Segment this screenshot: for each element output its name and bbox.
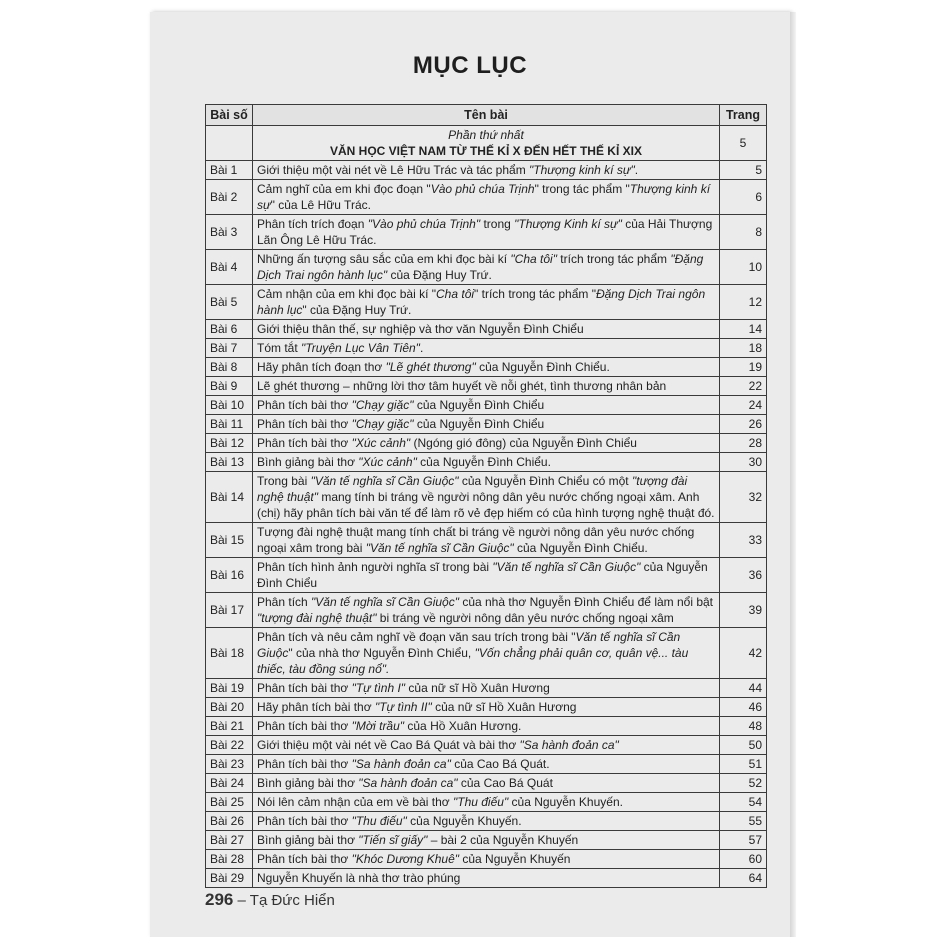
lesson-title-text: của Đặng Huy Trứ. (387, 268, 492, 282)
work-title-text: "Thu điếu" (351, 814, 407, 828)
table-row (206, 793, 767, 812)
lesson-title (253, 472, 720, 523)
work-title-text: "Xúc cảnh" (358, 455, 417, 469)
lesson-number: Bài 2 (206, 180, 253, 215)
lesson-page: 64 (720, 869, 767, 888)
lesson-title-text: Tượng đài nghệ thuật mang tính chất bi tráng về người nông dân yêu nước chống ngoại xâm trong bài (257, 525, 695, 555)
lesson-title-text: Phân tích bài thơ (257, 417, 352, 431)
lesson-title-text: Phân tích (257, 595, 312, 609)
lesson-page: 14 (720, 320, 767, 339)
lesson-page: 46 (720, 698, 767, 717)
lesson-number: Bài 11 (206, 415, 253, 434)
work-title-text: "Tiến sĩ giấy" (358, 833, 428, 847)
lesson-title-text: Phân tích bài thơ (257, 681, 352, 695)
lesson-number: Bài 5 (206, 285, 253, 320)
footer-separator: – (233, 892, 250, 909)
lesson-title (253, 434, 720, 453)
lesson-title (253, 523, 720, 558)
lesson-title-text: Hãy phân tích bài thơ (257, 700, 375, 714)
lesson-title-text: Nói lên cảm nhận của em về bài thơ (257, 795, 453, 809)
lesson-page: 28 (720, 434, 767, 453)
lesson-number: Bài 12 (206, 434, 253, 453)
table-row (206, 831, 767, 850)
lesson-page: 44 (720, 679, 767, 698)
work-title-text: "Tự tình II" (374, 700, 432, 714)
lesson-page: 33 (720, 523, 767, 558)
lesson-title-text: Giới thiệu thân thế, sự nghiệp và thơ văn Nguyễn Đình Chiểu (257, 322, 584, 336)
lesson-title (253, 812, 720, 831)
page-edge (790, 12, 796, 937)
lesson-title-text: Bình giảng bài thơ (257, 776, 359, 790)
table-row (206, 396, 767, 415)
work-title-text: Cha tôi (436, 287, 475, 301)
lesson-title-text: Cảm nhận của em khi đọc bài kí " (257, 287, 437, 301)
work-title-text: "Thượng Kinh kí sự" (514, 217, 622, 231)
work-title-text: "Chạy giặc" (351, 398, 414, 412)
lesson-page: 39 (720, 593, 767, 628)
table-row (206, 593, 767, 628)
table-row (206, 698, 767, 717)
footer-author: Tạ Đức Hiển (249, 892, 335, 909)
table-row (206, 755, 767, 774)
table-row (206, 472, 767, 523)
lesson-title-text: Bình giảng bài thơ (257, 455, 359, 469)
lesson-title-text: Những ấn tượng sâu sắc của em khi đọc bài kí (257, 252, 511, 266)
lesson-title-text: của Nguyễn Đình Chiểu. (475, 360, 610, 374)
lesson-title-text: Giới thiệu một vài nét về Cao Bá Quát và bài thơ (257, 738, 520, 752)
lesson-number: Bài 8 (206, 358, 253, 377)
lesson-title (253, 593, 720, 628)
lesson-page: 10 (720, 250, 767, 285)
lesson-page: 26 (720, 415, 767, 434)
lesson-title-text: . (419, 341, 424, 355)
lesson-page: 22 (720, 377, 767, 396)
lesson-number: Bài 17 (206, 593, 253, 628)
lesson-title-text: Phân tích hình ảnh người nghĩa sĩ trong bài (257, 560, 493, 574)
lesson-number: Bài 22 (206, 736, 253, 755)
lesson-title-text: " của Đặng Huy Trứ. (302, 303, 412, 317)
lesson-title-text: của Nguyễn Đình Chiểu (413, 398, 545, 412)
lesson-number: Bài 23 (206, 755, 253, 774)
lesson-title (253, 215, 720, 250)
lesson-page: 24 (720, 396, 767, 415)
lesson-title-text: Phân tích trích đoạn (257, 217, 368, 231)
lesson-number: Bài 7 (206, 339, 253, 358)
lesson-title-text: của Nguyễn Đình Chiểu (413, 417, 545, 431)
lesson-number: Bài 1 (206, 161, 253, 180)
table-of-contents (205, 104, 767, 888)
lesson-page: 57 (720, 831, 767, 850)
header-lesson-number: Bài số (206, 105, 253, 126)
lesson-title (253, 453, 720, 472)
lesson-title (253, 320, 720, 339)
lesson-page: 54 (720, 793, 767, 812)
lesson-title-text: của Nguyễn Khuyến (459, 852, 571, 866)
lesson-title-text: của Nguyễn Khuyến. (508, 795, 623, 809)
part-heading (253, 126, 720, 161)
page-title: MỤC LỤC (412, 52, 528, 79)
lesson-title-text: Phân tích bài thơ (257, 398, 352, 412)
page-number: 296 (205, 890, 234, 909)
lesson-title (253, 180, 720, 215)
table-row (206, 774, 767, 793)
lesson-title (253, 850, 720, 869)
table-row (206, 628, 767, 679)
work-title-text: "Tự tình I" (351, 681, 406, 695)
lesson-title-text: " trích trong tác phẩm " (474, 287, 596, 301)
lesson-title (253, 679, 720, 698)
lesson-title-text: của nhà thơ Nguyễn Đình Chiểu để làm nổi bật (458, 595, 714, 609)
part-label: Phần thứ nhất (448, 128, 524, 142)
table-row (206, 358, 767, 377)
lesson-title (253, 285, 720, 320)
work-title-text: Văn tế nghĩa sĩ Cần Giuộc (257, 630, 681, 660)
lesson-title-text: của nữ sĩ Hồ Xuân Hương (431, 700, 577, 714)
lesson-title-text: của Cao Bá Quát (457, 776, 553, 790)
lesson-title-text: Phân tích và nêu cảm nghĩ về đoạn văn sau trích trong bài " (257, 630, 576, 644)
part-heading-row (206, 126, 767, 161)
lesson-page: 50 (720, 736, 767, 755)
lesson-title (253, 628, 720, 679)
lesson-title (253, 358, 720, 377)
lesson-title-text: của Hải Thượng Lãn Ông Lê Hữu Trác. (257, 217, 713, 247)
work-title-text: "tượng đài nghệ thuật" (257, 611, 377, 625)
table-row (206, 679, 767, 698)
table-row (206, 250, 767, 285)
lesson-title-text: của Nguyễn Khuyến. (406, 814, 522, 828)
lesson-title (253, 736, 720, 755)
work-title-text: "Sa hành đoản ca" (358, 776, 458, 790)
lesson-title-text: Phân tích bài thơ (257, 719, 352, 733)
lesson-page: 30 (720, 453, 767, 472)
lesson-page: 60 (720, 850, 767, 869)
lesson-page: 8 (720, 215, 767, 250)
work-title-text: "tượng đài nghệ thuật" (257, 474, 688, 504)
lesson-page: 36 (720, 558, 767, 593)
lesson-title-text: (Ngóng gió đông) của Nguyễn Đình Chiểu (410, 436, 637, 450)
table-row (206, 869, 767, 888)
table-row (206, 180, 767, 215)
lesson-number: Bài 16 (206, 558, 253, 593)
lesson-page: 5 (720, 161, 767, 180)
work-title-text: "Chạy giặc" (351, 417, 414, 431)
lesson-title-text: . (634, 163, 639, 177)
table-row (206, 339, 767, 358)
table-row (206, 285, 767, 320)
lesson-title-text: của Hồ Xuân Hương. (404, 719, 522, 733)
work-title-text: "Sa hành đoản ca" (519, 738, 619, 752)
lesson-title-text: Phân tích bài thơ (257, 814, 352, 828)
work-title-text: "Xúc cảnh" (351, 436, 411, 450)
lesson-page: 19 (720, 358, 767, 377)
lesson-title (253, 250, 720, 285)
lesson-title-text: của Nguyễn Đình Chiểu. (416, 455, 551, 469)
lesson-number: Bài 6 (206, 320, 253, 339)
work-title-text: "Vào phủ chúa Trịnh" (367, 217, 481, 231)
lesson-number: Bài 26 (206, 812, 253, 831)
table-row (206, 717, 767, 736)
lesson-title-text: Tóm tắt (257, 341, 302, 355)
lesson-title (253, 869, 720, 888)
lesson-title-text: Lẽ ghét thương – những lời thơ tâm huyết về nỗi ghét, tình thương nhân bản (257, 379, 667, 393)
work-title-text: "Văn tế nghĩa sĩ Cần Giuộc" (492, 560, 641, 574)
book-page (150, 12, 790, 937)
lesson-title-text: Bình giảng bài thơ (257, 833, 359, 847)
work-title-text: "Thượng kinh kí sự" (529, 163, 635, 177)
lesson-title-text: mang tính bi tráng về người nông dân yêu nước chống ngoại xâm. Anh (chị) hãy phân tích bài văn tế để làm rõ vẻ đẹp hiếm có của hình tượng nghệ thuật đó. (257, 490, 715, 520)
lesson-title-text: Cảm nghĩ của em khi đọc đoạn " (257, 182, 431, 196)
lesson-number: Bài 4 (206, 250, 253, 285)
table-row (206, 161, 767, 180)
lesson-title (253, 339, 720, 358)
lesson-page: 55 (720, 812, 767, 831)
lesson-number: Bài 29 (206, 869, 253, 888)
lesson-title (253, 415, 720, 434)
lesson-number: Bài 14 (206, 472, 253, 523)
table-row (206, 850, 767, 869)
lesson-title-text: " của nhà thơ Nguyễn Đình Chiểu, (288, 646, 475, 660)
table-header-row (206, 105, 767, 126)
work-title-text: "Thu điếu" (452, 795, 509, 809)
lesson-page: 12 (720, 285, 767, 320)
lesson-number: Bài 15 (206, 523, 253, 558)
lesson-title-text: của Nguyễn Đình Chiểu có một (458, 474, 632, 488)
lesson-title (253, 698, 720, 717)
lesson-title-text: của Cao Bá Quát. (450, 757, 550, 771)
lesson-number: Bài 20 (206, 698, 253, 717)
lesson-page: 48 (720, 717, 767, 736)
lesson-title (253, 755, 720, 774)
lesson-number: Bài 21 (206, 717, 253, 736)
part-empty-cell (206, 126, 253, 161)
lesson-title-text: trong (480, 217, 515, 231)
header-page: Trang (720, 105, 767, 126)
table-row (206, 415, 767, 434)
lesson-number: Bài 25 (206, 793, 253, 812)
lesson-title-text: Phân tích bài thơ (257, 852, 352, 866)
lesson-title (253, 396, 720, 415)
lesson-title (253, 377, 720, 396)
lesson-title (253, 161, 720, 180)
lesson-title-text: Phân tích bài thơ (257, 436, 352, 450)
lesson-page: 51 (720, 755, 767, 774)
part-name: VĂN HỌC VIỆT NAM TỪ THẾ KỈ X ĐẾN HẾT THẾ KỈ XIX (330, 144, 642, 158)
lesson-number: Bài 9 (206, 377, 253, 396)
work-title-text: "Khóc Dương Khuê" (351, 852, 460, 866)
work-title-text: "Cha tôi" (510, 252, 557, 266)
lesson-title-text: " của Lê Hữu Trác. (270, 198, 371, 212)
page-footer (205, 890, 335, 910)
work-title-text: "Văn tế nghĩa sĩ Cần Giuộc" (365, 541, 514, 555)
lesson-title-text: bi tráng về người nông dân yêu nước chống ngoại xâm (376, 611, 674, 625)
lesson-title-text: Giới thiệu một vài nét về Lê Hữu Trác và tác phẩm (257, 163, 530, 177)
lesson-title-text: của Nguyễn Đình Chiểu (257, 560, 708, 590)
work-title-text: Vào phủ chúa Trịnh (430, 182, 535, 196)
lesson-title (253, 793, 720, 812)
lesson-title (253, 558, 720, 593)
lesson-title-text: Trong bài (257, 474, 311, 488)
part-page: 5 (720, 126, 767, 161)
lesson-title-text: của nữ sĩ Hồ Xuân Hương (405, 681, 550, 695)
table-row (206, 558, 767, 593)
work-title-text: "Văn tế nghĩa sĩ Cần Giuộc" (310, 474, 459, 488)
lesson-number: Bài 18 (206, 628, 253, 679)
work-title-text: "Đặng Dịch Trai ngôn hành lục" (257, 252, 704, 282)
lesson-number: Bài 24 (206, 774, 253, 793)
lesson-number: Bài 19 (206, 679, 253, 698)
table-row (206, 320, 767, 339)
lesson-title (253, 831, 720, 850)
work-title-text: "Sa hành đoản ca" (351, 757, 451, 771)
table-row (206, 215, 767, 250)
lesson-title-text: Phân tích bài thơ (257, 757, 352, 771)
lesson-title (253, 717, 720, 736)
table-row (206, 523, 767, 558)
lesson-title-text: Hãy phân tích đoạn thơ (257, 360, 386, 374)
work-title-text: Đặng Dịch Trai ngôn hành lục (257, 287, 706, 317)
lesson-title-text: trích trong tác phẩm (556, 252, 671, 266)
lesson-number: Bài 10 (206, 396, 253, 415)
lesson-title-text: của Nguyễn Đình Chiểu. (513, 541, 648, 555)
lesson-title-text: – bài 2 của Nguyễn Khuyến (427, 833, 579, 847)
table-row (206, 377, 767, 396)
header-lesson-title: Tên bài (253, 105, 720, 126)
work-title-text: Thượng kinh kí sự (257, 182, 711, 212)
work-title-text: "Lẽ ghét thương" (385, 360, 476, 374)
lesson-number: Bài 27 (206, 831, 253, 850)
table-row (206, 736, 767, 755)
work-title-text: "Truyện Lục Vân Tiên" (301, 341, 420, 355)
lesson-page: 32 (720, 472, 767, 523)
lesson-title-text: " trong tác phẩm " (534, 182, 630, 196)
table-row (206, 434, 767, 453)
lesson-number: Bài 28 (206, 850, 253, 869)
work-title-text: "Vốn chẳng phải quân cơ, quân vệ... tàu thiếc, tàu đồng súng nổ". (257, 646, 689, 676)
lesson-title-text: Nguyễn Khuyến là nhà thơ trào phúng (257, 871, 461, 885)
work-title-text: "Mời trầu" (351, 719, 405, 733)
lesson-page: 18 (720, 339, 767, 358)
lesson-page: 6 (720, 180, 767, 215)
lesson-page: 42 (720, 628, 767, 679)
lesson-number: Bài 3 (206, 215, 253, 250)
table-row (206, 812, 767, 831)
work-title-text: "Văn tế nghĩa sĩ Cần Giuộc" (311, 595, 459, 609)
table-row (206, 453, 767, 472)
lesson-page: 52 (720, 774, 767, 793)
lesson-number: Bài 13 (206, 453, 253, 472)
lesson-title (253, 774, 720, 793)
